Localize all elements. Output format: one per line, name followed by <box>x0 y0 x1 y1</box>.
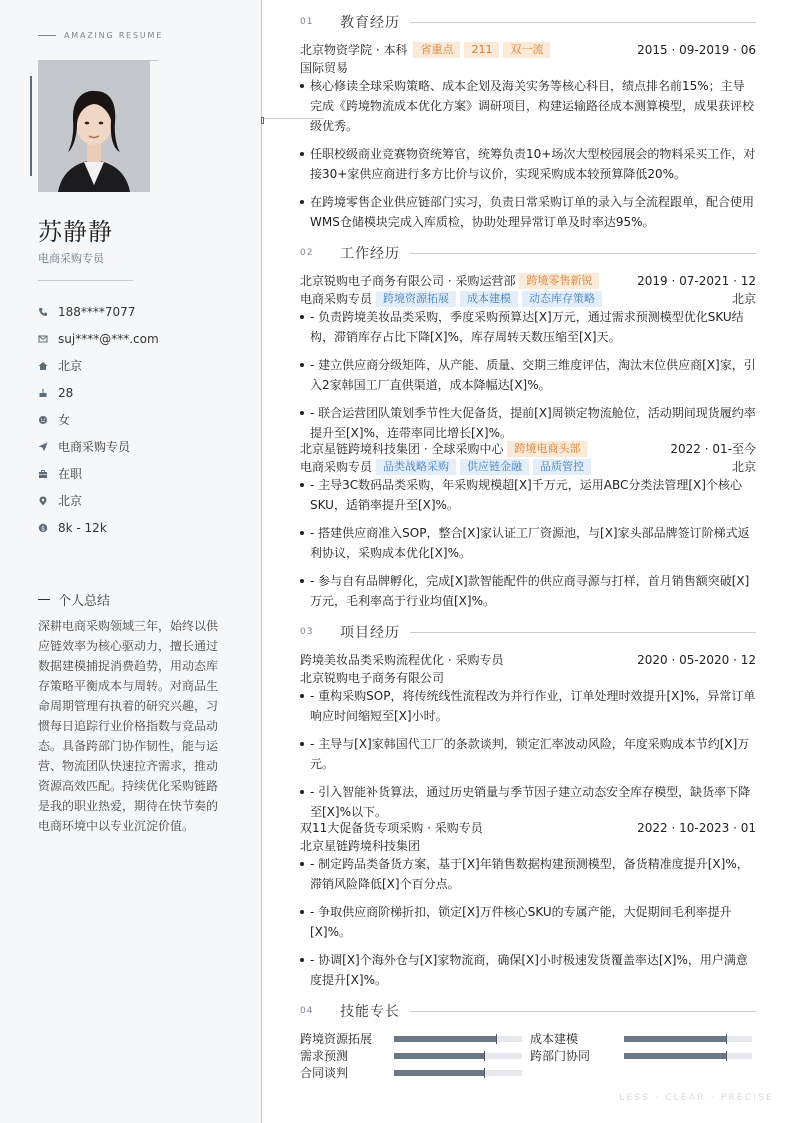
company-name: 北京星链跨境科技集团 · 全球采购中心 <box>300 442 504 456</box>
skill-bar-fill <box>394 1053 484 1059</box>
gender-icon <box>38 415 58 425</box>
location-pin-icon <box>38 496 58 506</box>
skill-name: 成本建模 <box>530 1032 579 1046</box>
summary-heading <box>38 590 110 609</box>
project-header-row <box>300 651 756 668</box>
project-company-row <box>300 669 756 686</box>
job-bullets <box>300 307 756 446</box>
job-bullets <box>300 475 756 614</box>
section-projects-header <box>300 622 756 642</box>
section-number: 04 <box>300 1006 314 1016</box>
section-number: 02 <box>300 248 314 258</box>
summary-text: 深耕电商采购领域三年，始终以供应链效率为核心驱动力，擅长通过数据建模捕捉消费趋势，用动态库存策略平衡成本与周转。对商品生命周期管理有执着的研究兴趣，习惯每日追踪行业价格指数与竞品动态。具备跨部门协作韧性，能与运营、物流团队快速拉齐需求，推动资源高效匹配。持续优化采购链路是我的职业热爱，期待在快节奏的电商环境中以专业沉淀价值。 <box>38 619 219 833</box>
send-icon <box>38 442 58 452</box>
brand-divider <box>38 35 56 36</box>
skill-bar-marker <box>496 1034 497 1044</box>
list-item: - 搭建供应商准入SOP，整合[X]家认证工厂资源池，与[X]家头部品牌签订阶梯式返利协议，采购成本优化[X]%。 <box>300 523 756 563</box>
section-title: 工作经历 <box>340 246 400 262</box>
skill-tag: 跨境资源拓展 <box>376 291 456 307</box>
skill-bar-fill <box>394 1036 496 1042</box>
section-skills-header <box>300 1001 756 1021</box>
skill-bar <box>624 1053 752 1059</box>
section-title: 项目经历 <box>340 625 400 641</box>
expected-location: 北京 <box>58 494 83 508</box>
skill-bar <box>394 1036 522 1042</box>
job-role: 电商采购专员 <box>300 292 373 306</box>
school-tag: 省重点 <box>413 42 460 58</box>
job-role-row <box>300 458 756 475</box>
job-date: 2022 · 01-至今 <box>670 442 756 456</box>
major: 国际贸易 <box>300 61 349 75</box>
info-email <box>38 325 159 352</box>
skill-tag: 动态库存策略 <box>522 291 602 307</box>
info-status <box>38 460 159 487</box>
section-education-header <box>300 12 756 32</box>
phone-icon <box>38 307 58 317</box>
skill-item <box>300 1047 522 1064</box>
list-item: - 重构采购SOP，将传统线性流程改为并行作业，订单处理时效提升[X]%，异常订单响应时间缩短至[X]小时。 <box>300 686 756 726</box>
phone-number: 188****7077 <box>58 304 136 319</box>
candidate-name: 苏静静 <box>38 218 113 246</box>
sidebar <box>0 0 262 1123</box>
timeline-marker <box>261 117 264 124</box>
education-row <box>300 41 756 58</box>
portrait-illustration <box>38 60 150 192</box>
skill-bar-marker <box>484 1068 485 1078</box>
job-role: 电商采购专员 <box>300 460 373 474</box>
section-title: 技能专长 <box>340 1004 400 1020</box>
company-name: 北京锐购电子商务有限公司 · 采购运营部 <box>300 274 516 288</box>
project-bullets <box>300 854 756 993</box>
project-company: 北京星链跨境科技集团 <box>300 839 421 853</box>
job-city: 北京 <box>731 292 756 306</box>
section-work-header <box>300 243 756 263</box>
brand <box>38 31 163 40</box>
section-rule <box>410 632 756 633</box>
company-tag: 跨境零售新锐 <box>519 273 599 289</box>
summary-title: 个人总结 <box>58 594 111 609</box>
project-name: 跨境美妆品类采购流程优化 · 采购专员 <box>300 653 504 667</box>
age: 28 <box>58 385 74 400</box>
info-phone <box>38 298 159 325</box>
skill-bar <box>394 1070 522 1076</box>
info-salary <box>38 514 159 541</box>
skill-tag: 成本建模 <box>460 291 518 307</box>
skill-bar-marker <box>484 1051 485 1061</box>
list-item: - 主导与[X]家韩国代工厂的条款谈判，锁定汇率波动风险，年度采购成本节约[X]万元。 <box>300 734 756 774</box>
list-item: - 负责跨境美妆品类采购，季度采购预算达[X]万元，通过需求预测模型优化SKU结构，滞销库存占比下降[X]%，库存周转天数压缩至[X]天。 <box>300 307 756 347</box>
skill-bar-marker <box>726 1051 727 1061</box>
school-name: 北京物资学院 · 本科 <box>300 43 408 57</box>
skill-tag: 品质管控 <box>533 459 591 475</box>
section-rule <box>410 1011 756 1012</box>
school-tag: 211 <box>464 42 499 58</box>
svg-text:$: $ <box>41 524 45 532</box>
info-target-job <box>38 433 159 460</box>
skill-bar-fill <box>624 1036 726 1042</box>
skill-bar-marker <box>726 1034 727 1044</box>
candidate-job-title: 电商采购专员 <box>38 252 104 265</box>
job-city: 北京 <box>731 460 756 474</box>
list-item: - 联合运营团队策划季节性大促备货，提前[X]周锁定物流舱位，活动期间现货履约率提升至[X]%，连带率同比增长[X]%。 <box>300 403 756 443</box>
footer-slogan: LESS · CLEAR · PRECISE <box>619 1093 774 1103</box>
summary-dash <box>38 599 50 600</box>
briefcase-icon <box>38 469 58 479</box>
target-job: 电商采购专员 <box>58 440 131 454</box>
info-gender <box>38 406 159 433</box>
photo-frame-accent <box>30 76 32 176</box>
home-icon <box>38 361 58 371</box>
section-title: 教育经历 <box>340 15 400 31</box>
job-header-row <box>300 440 756 457</box>
brand-text: AMAZING RESUME <box>64 31 164 40</box>
list-item: - 争取供应商阶梯折扣，锁定[X]万件核心SKU的专属产能，大促期间毛利率提升[X]%。 <box>300 902 756 942</box>
contact-info <box>38 298 159 541</box>
employment-status: 在职 <box>58 467 83 481</box>
job-role-row <box>300 290 756 307</box>
list-item: - 引入智能补货算法，通过历史销量与季节因子建立动态安全库存模型，缺货率下降至[X]%以下。 <box>300 782 756 822</box>
cake-icon <box>38 388 58 398</box>
list-item: - 主导3C数码品类采购，年采购规模超[X]千万元，运用ABC分类法管理[X]个核心SKU，适销率提升至[X]%。 <box>300 475 756 515</box>
skill-name: 合同谈判 <box>300 1066 349 1080</box>
name-divider <box>38 280 133 281</box>
skill-item <box>530 1047 752 1064</box>
skill-tag: 供应链金融 <box>460 459 529 475</box>
job-header-row <box>300 272 756 289</box>
expected-salary: 8k - 12k <box>58 520 107 535</box>
skill-bar <box>624 1036 752 1042</box>
gender: 女 <box>58 413 71 427</box>
list-item: - 建立供应商分级矩阵，从产能、质量、交期三维度评估，淘汰末位供应商[X]家，引入2家韩国工厂直供渠道，成本降幅达[X]%。 <box>300 355 756 395</box>
project-company-row <box>300 837 756 854</box>
section-number: 01 <box>300 17 314 27</box>
info-location <box>38 487 159 514</box>
education-date: 2015 · 09-2019 · 06 <box>637 42 756 57</box>
project-bullets <box>300 686 756 825</box>
avatar <box>38 60 150 192</box>
section-number: 03 <box>300 627 314 637</box>
list-item: 任职校级商业竞赛物资统筹官，统筹负责10+场次大型校园展会的物料采买工作，对接30+家供应商进行多方比价与议价，实现采购成本较预算降低20%。 <box>300 144 756 184</box>
money-icon <box>38 523 58 533</box>
skill-bar-fill <box>624 1053 726 1059</box>
education-major-row <box>300 59 756 76</box>
section-rule <box>410 253 756 254</box>
skill-item <box>300 1064 522 1081</box>
hometown: 北京 <box>58 359 83 373</box>
skill-name: 需求预测 <box>300 1049 349 1063</box>
skill-item <box>300 1030 522 1047</box>
project-name: 双11大促备货专项采购 · 采购专员 <box>300 821 483 835</box>
project-header-row <box>300 819 756 836</box>
info-home <box>38 352 159 379</box>
email-address: suj****@***.com <box>58 331 159 346</box>
section-rule <box>410 22 756 23</box>
list-item: - 参与自有品牌孵化，完成[X]款智能配件的供应商寻源与打样，首月销售额突破[X]万元，毛利率高于行业均值[X]%。 <box>300 571 756 611</box>
project-company: 北京锐购电子商务有限公司 <box>300 671 445 685</box>
job-date: 2019 · 07-2021 · 12 <box>637 273 756 288</box>
skill-bar-fill <box>394 1070 484 1076</box>
company-tag: 跨境电商头部 <box>507 441 587 457</box>
project-date: 2020 · 05-2020 · 12 <box>637 652 756 667</box>
list-item: - 协调[X]个海外仓与[X]家物流商，确保[X]小时极速发货覆盖率达[X]%，用户满意度提升[X]%。 <box>300 950 756 990</box>
skill-bar <box>394 1053 522 1059</box>
info-age <box>38 379 159 406</box>
list-item: 核心修读全球采购策略、成本企划及海关实务等核心科目，绩点排名前15%；主导完成《跨境物流成本优化方案》调研项目，构建运输路径成本测算模型，成果获评校级优秀。 <box>300 76 756 136</box>
school-tag: 双一流 <box>503 42 550 58</box>
education-bullets <box>300 76 756 235</box>
skill-item <box>530 1030 752 1047</box>
list-item: - 制定跨品类备货方案，基于[X]年销售数据构建预测模型，备货精准度提升[X]%，滞销风险降低[X]个百分点。 <box>300 854 756 894</box>
profile-photo <box>38 60 150 192</box>
skill-tag: 品类战略采购 <box>376 459 456 475</box>
project-date: 2022 · 10-2023 · 01 <box>637 820 756 835</box>
email-icon <box>38 334 58 344</box>
skill-name: 跨部门协同 <box>530 1049 591 1063</box>
list-item: 在跨境零售企业供应链部门实习，负责日常采购订单的录入与全流程跟单，配合使用WMS仓储模块完成入库质检，协助处理异常订单及时率达95%。 <box>300 192 756 232</box>
skill-name: 跨境资源拓展 <box>300 1032 373 1046</box>
